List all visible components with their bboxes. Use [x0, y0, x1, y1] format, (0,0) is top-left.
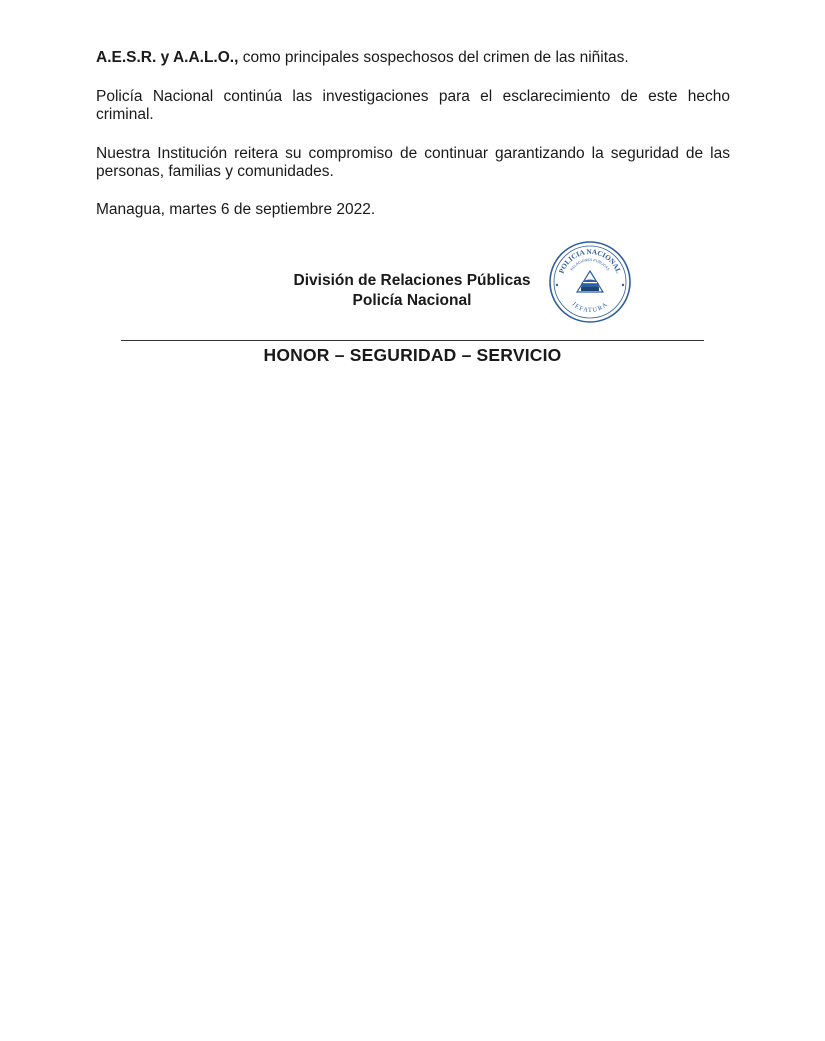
- suspects-initials: A.E.S.R. y A.A.L.O.,: [96, 49, 239, 66]
- police-seal-icon: [548, 240, 632, 324]
- paragraph-suspects: [96, 49, 730, 67]
- footer-motto: HONOR – SEGURIDAD – SERVICIO: [263, 345, 562, 365]
- suspects-text: como principales sospechosos del crimen de las niñitas.: [238, 49, 629, 66]
- signature-institution: Policía Nacional: [352, 292, 472, 309]
- paragraph-commitment: Nuestra Institución reitera su compromiso de continuar garantizando la seguridad de las personas, familias y comunidades.: [96, 145, 730, 180]
- footer-divider: [121, 340, 704, 341]
- paragraph-date: Managua, martes 6 de septiembre 2022.: [96, 201, 376, 218]
- signature-block: [262, 271, 562, 311]
- paragraph-investigation: Policía Nacional continúa las investigaciones para el esclarecimiento de este hecho criminal.: [96, 88, 730, 123]
- svg-text:RELACIONES PUBLICAS: RELACIONES PUBLICAS: [569, 257, 611, 272]
- svg-text:JEFATURA: JEFATURA: [570, 300, 610, 315]
- signature-division: División de Relaciones Públicas: [293, 272, 531, 289]
- svg-text:POLICIA NACIONAL: POLICIA NACIONAL: [557, 247, 623, 275]
